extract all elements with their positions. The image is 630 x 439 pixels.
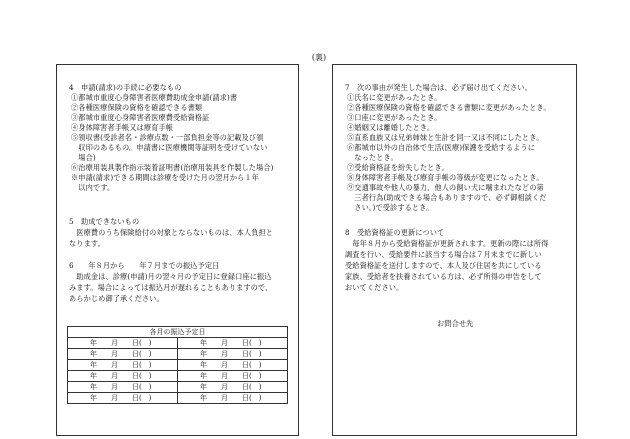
s7-item-9-cont2: さい。)で受診するとき。 (347, 203, 434, 212)
s4-item-2: ②各種医療保険の資格を確認できる書類 (71, 103, 203, 112)
table-cell: 年 月 日( ) (90, 383, 152, 391)
table-row (68, 382, 287, 393)
table-cell: 年 月 日( ) (90, 339, 152, 347)
page-side-label: (裏) (311, 53, 327, 62)
s5-body-1: 医療費のうち保険給付の対象とならないものは、本人負担と (69, 228, 274, 237)
section-4-title: 4 申請(請求)の手続に必要なもの (69, 83, 182, 92)
payment-schedule-table (67, 326, 288, 404)
section-8-title: 8 受給資格証の更新について (345, 228, 445, 237)
section-5-title: 5 助成できないもの (69, 217, 140, 226)
table-cell: 年 月 日( ) (177, 338, 287, 348)
s4-item-5-cont2: 場合) (71, 153, 96, 162)
s8-body-2: 調査を行い、受給要件に該当する場合は７月末までに新しい (345, 250, 542, 259)
s8-body-1: 毎年８月から受給資格証が更新されます。更新の際には所得 (345, 239, 549, 248)
table-row (68, 393, 287, 403)
s7-item-7: ⑦受給資格証を紛失したとき。 (347, 163, 449, 172)
section-7-title: 7 次の事由が発生した場合は、必ず届け出てください。 (345, 83, 532, 92)
s4-item-5-cont: 収印のあるもの。申請書に医療機関等証明を受けていない (71, 143, 268, 152)
s7-item-1: ①氏名に変更があったとき。 (347, 93, 442, 102)
s6-body-2: みます。場合によっては振込月が遅れることもありますので、 (69, 283, 273, 292)
s4-item-3: ③都城市重度心身障害者医療費受給資格証 (71, 113, 210, 122)
table-cell: 年 月 日( ) (177, 382, 287, 392)
s8-body-5: おいてください。 (345, 283, 404, 292)
contact-label: お問合せ先 (437, 319, 474, 328)
s8-body-3: 受給資格証を送付しますので、本人及び住居を共にしている (345, 261, 542, 270)
table-cell: 年 月 日( ) (90, 394, 152, 402)
s7-item-5: ⑤直系血族又は兄弟姉妹と生計を同一又は不同にしたとき。 (347, 133, 544, 142)
table-cell: 年 月 日( ) (177, 349, 287, 359)
section-6-title: 6 年８月から 年７月までの振込予定日 (69, 261, 220, 270)
s4-note-cont: 以内です。 (71, 183, 115, 192)
s7-item-8: ⑧身体障害者手帳及び療育手帳の等級が変更になったとき。 (347, 173, 544, 182)
table-cell: 年 月 日( ) (90, 372, 152, 380)
s7-item-6: ⑥都城市以外の自治体で生活(医療)保護を受給するように (347, 143, 535, 152)
s7-item-3: ③口座に変更があったとき。 (347, 113, 442, 122)
s7-item-6-cont: なったとき。 (347, 153, 398, 162)
s6-body-1: 助成金は、診療(申請)月の翌々月の予定日に登録口座に振込 (69, 272, 272, 281)
s4-item-1: ①都城市重度心身障害者医療費助成金申請(請求)書 (71, 93, 238, 102)
right-panel (332, 64, 577, 436)
s4-item-5: ⑤領収書(受診者名・診療点数・一部負担金等の記載及び領 (71, 133, 264, 142)
s7-item-9: ⑨交通事故や他人の暴力、他人の飼い犬に噛まれたなどの第 (347, 183, 544, 192)
table-cell: 年 月 日( ) (177, 371, 287, 381)
table-cell: 年 月 日( ) (177, 393, 287, 403)
table-header: 各月の振込予定日 (68, 327, 287, 338)
s7-item-9-cont: 三者行為(助成できる場合もありますので、必ず御相談くだ (347, 193, 547, 202)
s4-note: ※申請(請求)できる期間は診療を受けた月の翌月から１年 (71, 173, 259, 182)
s4-item-6: ⑥治療用装具製作指示装着証明書(治療用装具を作製した場合) (71, 163, 274, 172)
table-row (68, 349, 287, 360)
s7-item-2: ②各種医療保険の資格を確認できる書類に変更があったとき。 (347, 103, 551, 112)
table-cell: 年 月 日( ) (90, 350, 152, 358)
s4-item-4: ④身体障害者手帳又は療育手帳 (71, 123, 174, 132)
s5-body-2: なります。 (69, 239, 105, 248)
table-cell: 年 月 日( ) (90, 361, 152, 369)
s7-item-4: ④婚姻又は離婚したとき。 (347, 123, 435, 132)
table-cell: 年 月 日( ) (177, 360, 287, 370)
table-row (68, 360, 287, 371)
s8-body-4: 家族、受給者を扶養されている方は、必ず所得の申告をして (345, 272, 542, 281)
s6-body-3: あらかじめ御了承ください。 (69, 294, 164, 303)
table-row (68, 371, 287, 382)
table-row (68, 338, 287, 349)
left-panel (56, 64, 299, 436)
